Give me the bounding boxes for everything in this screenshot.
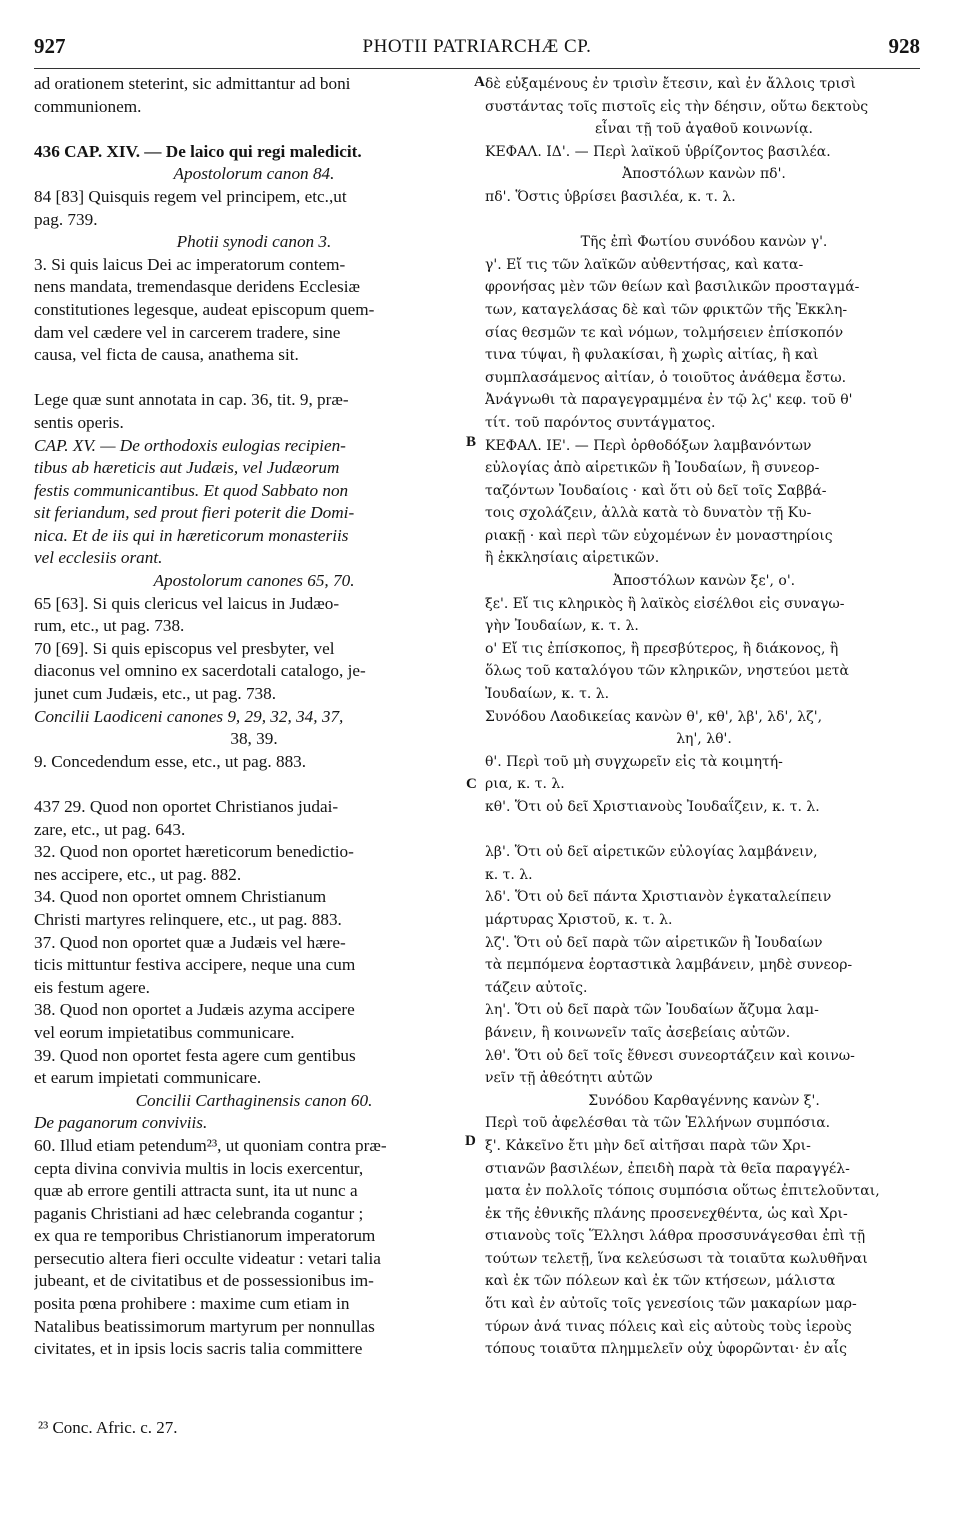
margin-letter-a: A — [474, 74, 485, 90]
greek-line: νεῖν τῇ ἀθεότητι αὐτῶν — [485, 1070, 653, 1087]
latin-source-heading: De paganorum conviviis. — [34, 1113, 208, 1133]
latin-line: 84 [83] Quisquis regem vel principem, etc.,ut — [34, 186, 347, 206]
latin-line: Christi martyres relinquere, etc., ut pag. 883. — [34, 909, 342, 929]
latin-line: 39. Quod non oportet festa agere cum gentibus — [34, 1045, 356, 1065]
latin-chapter-heading: tibus ab hæreticis aut Judæis, vel Judæorum — [34, 458, 340, 478]
latin-line: causa, vel ficta de causa, anathema sit. — [34, 345, 299, 365]
latin-line: eis festum agere. — [34, 977, 150, 997]
margin-letter-c: C — [466, 776, 477, 792]
running-title: PHOTII PATRIARCHÆ CP. — [362, 36, 592, 57]
greek-source-heading: Περὶ τοῦ ἀφελέσθαι τὰ τῶν Ἑλλήνων συμπόσια. — [485, 1115, 831, 1132]
latin-column — [34, 73, 477, 1361]
greek-line: θ'. Περὶ τοῦ μὴ συγχωρεῖν εἰς τὰ κοιμητή- — [485, 753, 783, 770]
greek-line: ὅτι καὶ ἐν αὐτοῖς τοῖς γενεσίοις τῶν μακαρίων μαρ- — [485, 1296, 857, 1313]
greek-line: λδ'. Ὅτι οὐ δεῖ πάντα Χριστιανὸν ἐγκαταλείπειν — [485, 889, 832, 906]
latin-chapter-heading: festis communicantibus. Et quod Sabbato non — [34, 480, 349, 500]
greek-line: σίας θεσμῶν τε καὶ νόμων, τολμήσειεν ἐπίσκοπόν — [485, 324, 844, 341]
greek-line: γὴν Ἰουδαίων, κ. τ. λ. — [485, 618, 639, 635]
greek-line: ο' Εἴ τις ἐπίσκοπος, ἢ πρεσβύτερος, ἢ διάκονος, ἢ — [485, 640, 839, 657]
footnote: ²³ Conc. Afric. c. 27. — [38, 1418, 178, 1437]
greek-line: βάνειν, ἢ κοινωνεῖν ταῖς ἀσεβείαις αὐτῶν. — [485, 1024, 791, 1041]
greek-line: στιανοὺς τοῖς Ἕλλησι λάθρα προσσυνάγεσθαι ἐπὶ τῇ — [485, 1228, 866, 1245]
greek-line: τύρων ἀνά τινας πόλεις καὶ εἰς αὐτοὺς τοὺς ἱεροὺς — [485, 1318, 852, 1335]
latin-line — [34, 367, 474, 390]
latin-line: vel eorum impietatibus communicare. — [34, 1022, 295, 1042]
greek-source-heading: Συνόδου Καρθαγέννης κανὼν ξ'. — [588, 1092, 820, 1109]
greek-line: Ἀνάγνωθι τὰ παραγεγραμμένα ἐν τῷ λϛ' κεφ. τοῦ θ' — [485, 392, 853, 409]
latin-line: zare, etc., ut pag. 643. — [34, 819, 186, 839]
greek-line: εἶναι τῇ τοῦ ἀγαθοῦ κοινωνίᾳ. — [595, 121, 813, 138]
margin-letter-b: B — [466, 434, 477, 450]
latin-line: nens mandata, tremendasque deridens Ecclesiæ — [34, 277, 360, 297]
latin-line: civitates, et in ipsis locis sacris talia committere — [34, 1339, 363, 1359]
latin-line: junet cum Judæis, etc., ut pag. 738. — [34, 684, 277, 704]
greek-chapter-heading: ΚΕΦΑΛ. ΙΔ'. — Περὶ λαϊκοῦ ὑβρίζοντος βασιλέα. — [485, 143, 831, 160]
latin-line: 38, 39. — [230, 729, 278, 749]
latin-line: 38. Quod non oportet a Judæis azyma accipere — [34, 1000, 355, 1020]
latin-source-heading: Concilii Carthaginensis canon 60. — [135, 1090, 373, 1110]
latin-line: sentis operis. — [34, 412, 124, 432]
latin-source-heading: Photii synodi canon 3. — [176, 232, 332, 252]
latin-line: dam vel cædere vel in carcerem tradere, sine — [34, 322, 341, 342]
greek-line: λβ'. Ὅτι οὐ δεῖ αἱρετικῶν εὐλογίας λαμβάνειν, — [485, 844, 818, 861]
greek-line: ματα ἐν πολλοῖς τόποις συμπόσια οὕτως ἐπιτελοῦνται, — [485, 1183, 880, 1200]
greek-line: συστάντας τοῖς πιστοῖς εἰς τὴν δέησιν, οὕτω δεκτοὺς — [485, 98, 869, 115]
latin-line: rum, etc., ut pag. 738. — [34, 616, 185, 636]
latin-chapter-heading: CAP. XV. — De orthodoxis eulogias recipien- — [34, 435, 346, 455]
latin-line: Lege quæ sunt annotata in cap. 36, tit. 9, præ- — [34, 390, 349, 410]
greek-column — [485, 73, 923, 1361]
greek-line: εὐλογίας ἀπὸ αἱρετικῶν ἢ Ἰουδαίων, ἢ συνεορ- — [485, 460, 820, 477]
greek-line: τοις σχολάζειν, ἀλλὰ κατὰ τὸ δυνατὸν τῇ Κυ- — [485, 505, 812, 522]
greek-line: Ἰουδαίων, κ. τ. λ. — [485, 686, 610, 703]
greek-line: συμπλασάμενος αἰτίαν, ὁ τοιοῦτος ἀνάθεμα ἔστω. — [485, 369, 847, 386]
greek-line: γ'. Εἴ τις τῶν λαϊκῶν αὐθεντήσας, καὶ κατα- — [485, 256, 804, 273]
latin-line: ticis mittuntur festiva accipere, neque una cum — [34, 955, 356, 975]
greek-line: λθ'. Ὅτι οὐ δεῖ τοῖς ἔθνεσι συνεορτάζειν καὶ κοινω- — [485, 1047, 855, 1064]
latin-line: cepta divina convivia multis in locis exercentur, — [34, 1158, 364, 1178]
margin-letter-d: D — [465, 1133, 476, 1149]
latin-line: diaconus vel omnino ex sacerdotali catalogo, je- — [34, 661, 366, 681]
latin-line — [34, 118, 474, 141]
latin-source-heading: Apostolorum canones 65, 70. — [153, 571, 355, 591]
greek-line: ξ'. Κἀκεῖνο ἔτι μὴν δεῖ αἰτῆσαι παρὰ τῶν Χρι- — [485, 1137, 811, 1154]
greek-line: τάζειν αὐτοῖς. — [485, 979, 588, 996]
latin-line: pag. 739. — [34, 209, 98, 229]
greek-source-heading: Τῆς ἐπὶ Φωτίου συνόδου κανὼν γ'. — [580, 234, 828, 251]
greek-line: ταζόντων Ἰουδαίοις · καὶ ὅτι οὐ δεῖ τοῖς Σαββά- — [485, 482, 827, 499]
latin-chapter-heading: vel ecclesiis orant. — [34, 548, 163, 568]
latin-source-heading: Apostolorum canon 84. — [173, 164, 335, 184]
greek-line: κθ'. Ὅτι οὐ δεῖ Χριστιανοὺς Ἰουδαΐζειν, κ. τ. λ. — [485, 799, 820, 815]
latin-chapter-heading: nica. Et de iis qui in hæreticorum monasteriis — [34, 525, 349, 545]
greek-line: λη', λθ'. — [676, 731, 732, 748]
greek-chapter-heading: ΚΕΦΑΛ. ΙΕ'. — Περὶ ὀρθοδόξων λαμβανόντων — [485, 437, 812, 454]
latin-line: 70 [69]. Si quis episcopus vel presbyter, vel — [34, 638, 335, 658]
greek-line: μάρτυρας Χριστοῦ, κ. τ. λ. — [485, 911, 673, 928]
latin-line: jubeant, et de civitatibus et de possessionibus im- — [34, 1271, 374, 1291]
greek-line — [485, 209, 923, 232]
right-page-number: 928 — [888, 34, 920, 58]
left-page-number: 927 — [34, 34, 66, 58]
latin-line: 37. Quod non oportet quæ a Judæis vel hære- — [34, 932, 346, 952]
greek-line: καὶ ἐκ τῶν πόλεων καὶ ἐκ τῶν κτήσεων, μάλιστα — [485, 1273, 836, 1290]
greek-line: λη'. Ὅτι οὐ δεῖ παρὰ τῶν Ἰουδαίων ἄζυμα λαμ- — [485, 1002, 819, 1019]
greek-line: ὅλως τοῦ καταλόγου τῶν κληρικῶν, νηστεύοι μετὰ — [485, 663, 849, 680]
greek-line: κ. τ. λ. — [485, 866, 533, 883]
latin-line: 60. Illud etiam petendum²³, ut quoniam contra præ- — [34, 1135, 387, 1155]
latin-line: 3. Si quis laicus Dei ac imperatorum contem- — [34, 254, 346, 274]
greek-line: τόπους τοιαῦτα πλημμελεῖν οὐχ ὑφορῶνται· ἐν αἷς — [485, 1341, 847, 1358]
latin-line: quæ ab errore gentili attracta sunt, ita ut nunc a — [34, 1181, 358, 1201]
latin-line: communionem. — [34, 96, 142, 116]
greek-line: τούτων τελετῇ, ἵνα κελεύσωσι τὰ τοιαῦτα κωλυθῆναι — [485, 1250, 868, 1267]
latin-line: posita pœna prohibere : maxime cum etiam in — [34, 1294, 350, 1314]
greek-line: λζ'. Ὅτι οὐ δεῖ παρὰ τῶν αἱρετικῶν ἢ Ἰουδαίων — [485, 934, 823, 951]
latin-line: ex qua re temporibus Christianorum imperatorum — [34, 1226, 376, 1246]
latin-line: et earum impietati communicare. — [34, 1068, 262, 1088]
latin-line: constitutiones legesque, audeat episcopum quem- — [34, 299, 375, 319]
greek-line: ξε'. Εἴ τις κληρικὸς ἢ λαϊκὸς εἰσέλθοι εἰς συναγω- — [485, 595, 845, 612]
greek-line: δὲ εὐξαμένους ἐν τρισὶν ἔτεσιν, καὶ ἐν ἄλλοις τρισὶ — [485, 76, 856, 92]
latin-line: persecutio altera fieri occulte videatur : vetari talia — [34, 1248, 381, 1268]
latin-line: 34. Quod non oportet omnem Christianum — [34, 887, 327, 907]
latin-line: nes accipere, etc., ut pag. 882. — [34, 864, 242, 884]
greek-line: ρια, κ. τ. λ. — [485, 776, 565, 793]
greek-source-heading: Ἀποστόλων κανὼν πδ'. — [622, 166, 786, 183]
greek-line: τίτ. τοῦ παρόντος συντάγματος. — [485, 414, 716, 431]
greek-line — [485, 819, 923, 842]
latin-line: Natalibus beatissimorum martyrum per nonnullas — [34, 1316, 375, 1336]
greek-source-heading: Ἀποστόλων κανὼν ξε', ο'. — [612, 573, 796, 590]
greek-line: στιανῶν βασιλέων, ἐπειδὴ παρὰ τὰ θεῖα παραγγέλ- — [485, 1160, 850, 1177]
latin-line: paganis Christiani ad hæc celebranda cogantur ; — [34, 1203, 364, 1223]
greek-line: ἢ ἐκκλησίαις αἱρετικῶν. — [485, 550, 660, 567]
greek-line: ριακῇ · καὶ περὶ τῶν εὐχομένων ἐν μοναστηρίοις — [485, 527, 833, 544]
latin-source-heading: Concilii Laodiceni canones 9, 29, 32, 34, 37, — [34, 706, 344, 726]
greek-line: φρονήσας μὲν τῶν θείων καὶ βασιλικῶν προσταγμά- — [485, 279, 860, 296]
latin-chapter-heading: sit feriandum, sed prout fieri poterit die Domi- — [34, 503, 355, 523]
greek-source-heading: Συνόδου Λαοδικείας κανὼν θ', κθ', λβ', λδ', λζ', — [485, 708, 823, 725]
greek-line: των, καταγελάσας δὲ καὶ τῶν φρικτῶν τῆς Ἐκκλη- — [485, 301, 848, 318]
latin-line: 9. Concedendum esse, etc., ut pag. 883. — [34, 751, 307, 771]
greek-line: ἐκ τῆς ἐθνικῆς πλάνης προσενεχθέντα, ὡς καὶ Χρι- — [485, 1205, 848, 1222]
page-header — [34, 34, 920, 69]
greek-line: τινα τύψαι, ἢ φυλακίσαι, ἢ χωρὶς αἰτίας, ἢ καὶ — [485, 347, 819, 364]
greek-line: τὰ πεμπόμενα ἑορταστικὰ λαμβάνειν, μηδὲ συνεορ- — [485, 957, 853, 974]
latin-line: 32. Quod non oportet hæreticorum benedictio- — [34, 842, 354, 862]
greek-line: πδ'. Ὅστις ὑβρίσει βασιλέα, κ. τ. λ. — [485, 188, 736, 205]
latin-line: 437 29. Quod non oportet Christianos judai- — [34, 797, 339, 816]
latin-chapter-heading: 436 CAP. XIV. — De laico qui regi maledicit. — [34, 141, 362, 161]
latin-line: ad orationem steterint, sic admittantur ad boni — [34, 74, 351, 93]
latin-line: 65 [63]. Si quis clericus vel laicus in Judæo- — [34, 593, 340, 613]
latin-line — [34, 773, 474, 796]
